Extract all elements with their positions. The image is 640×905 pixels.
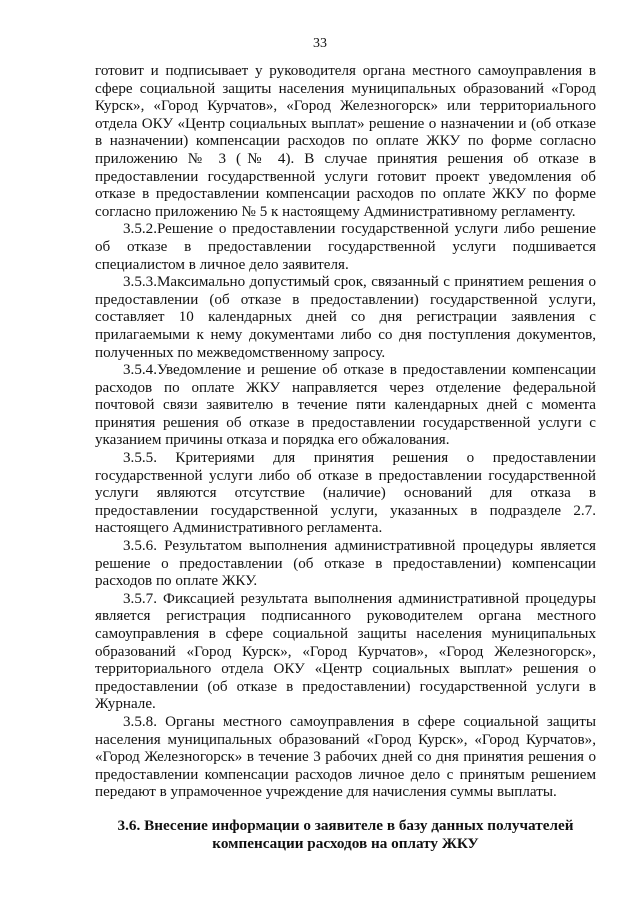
paragraph-continuation: готовит и подписывает у руководителя органа местного самоуправления в сфере социальной защиты населения муниципальных образований «Город Курск», «Город Курчатов», «Город Железногорск» или территориального отдела ОКУ «Центр социальных выплат» решение о назначении и (об отказе в назначении) компенсации расходов по оплате ЖКУ по форме согласно приложению № 3 (№ 4). В случае принятия решения об отказе в предоставлении государственной услуги готовит проект уведомления об отказе в предоставлении компенсации расходов по оплате ЖКУ по форме согласно приложению № 5 к настоящему Административному регламенту. xyxy=(95,63,596,220)
page-number: 33 xyxy=(313,36,327,51)
document-body xyxy=(95,63,596,802)
paragraph-3-5-3: 3.5.3.Максимально допустимый срок, связанный с принятием решения о предоставлении (об отказе в предоставлении) государственной услуги, составляет 10 календарных дней со дня регистрации заявления с прилагаемыми к нему документами либо со дня поступления документов, полученных по межведомственному запросу. xyxy=(95,274,596,361)
paragraph-3-5-5: 3.5.5. Критериями для принятия решения о предоставлении государственной услуги либо об отказе в предоставлении государственной услуги являются отсутствие (наличие) оснований для отказа в предоставлении государственной услуги, указанных в подразделе 2.7. настоящего Административного регламента. xyxy=(95,450,596,537)
paragraph-3-5-4: 3.5.4.Уведомление и решение об отказе в предоставлении компенсации расходов по оплате ЖКУ направляется через отделение федеральной почтовой связи заявителю в течение пяти календарных дней с момента принятия решения об отказе в предоставлении государственной услуги с указанием причины отказа и порядка его обжалования. xyxy=(95,362,596,449)
paragraph-3-5-6: 3.5.6. Результатом выполнения административной процедуры является решение о предоставлении (об отказе в предоставлении) компенсации расходов по оплате ЖКУ. xyxy=(95,538,596,590)
paragraph-3-5-2: 3.5.2.Решение о предоставлении государственной услуги либо решение об отказе в предоставлении государственной услуги подшивается специалистом в личное дело заявителя. xyxy=(95,221,596,273)
paragraph-3-5-8: 3.5.8. Органы местного самоуправления в сфере социальной защиты населения муниципальных образований «Город Курск», «Город Курчатов», «Город Железногорск» в течение 3 рабочих дней со дня принятия решения о предоставлении компенсации расходов личное дело с принятым решением передают в упрамоченное учреждение для начисления суммы выплаты. xyxy=(95,713,596,801)
paragraph-3-5-7: 3.5.7. Фиксацией результата выполнения административной процедуры является регистрация подписанного руководителем органа местного самоуправления в сфере социальной защиты населения муниципальных образований «Город Курск», «Город Курчатов», «Город Железногорск», территориального отдела ОКУ «Центр социальных выплат» решения о предоставлении (об отказе в предоставлении) государственной услуги в Журнале. xyxy=(95,590,596,713)
section-heading: 3.6. Внесение информации о заявителе в базу данных получателей компенсации расходов на оплату ЖКУ xyxy=(117,817,574,852)
